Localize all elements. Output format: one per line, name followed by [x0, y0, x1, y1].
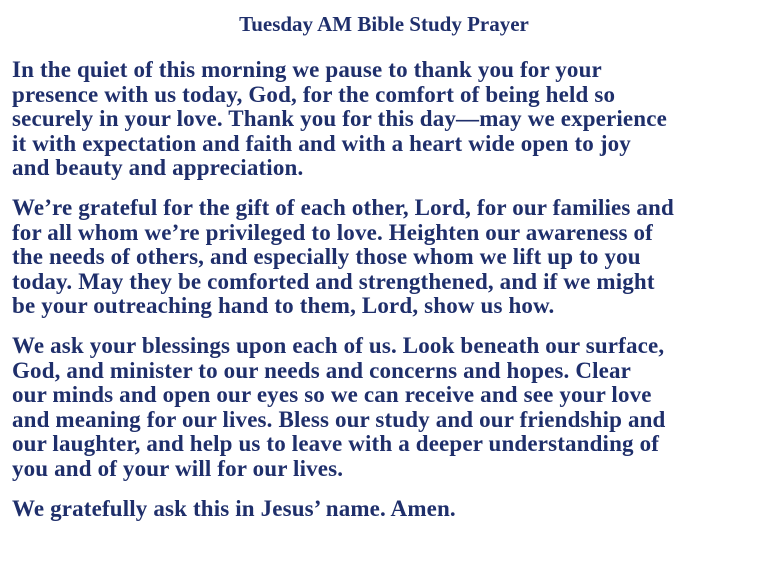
paragraph-thanksgiving: [12, 58, 762, 181]
text-line: be your outreaching hand to them, Lord, show us how.: [12, 293, 555, 319]
text-line: our minds and open our eyes so we can receive and see your love: [12, 382, 652, 408]
paragraph-gratitude: [12, 196, 762, 319]
paragraph-blessings: [12, 334, 762, 482]
text-line: We’re grateful for the gift of each other, Lord, for our families and: [12, 194, 674, 220]
text-line: our laughter, and help us to leave with a deeper understanding of: [12, 431, 660, 457]
text-line: God, and minister to our needs and concerns and hopes. Clear: [12, 357, 631, 383]
prayer-body: [12, 58, 762, 536]
text-line: it with expectation and faith and with a heart wide open to joy: [12, 130, 631, 156]
text-line: We gratefully ask this in Jesus’ name. Amen.: [12, 495, 456, 521]
text-line: the needs of others, and especially those whom we lift up to you: [12, 244, 641, 270]
text-line: you and of your will for our lives.: [12, 455, 344, 481]
text-line: We ask your blessings upon each of us. Look beneath our surface,: [12, 332, 665, 358]
text-line: In the quiet of this morning we pause to thank you for your: [12, 57, 602, 82]
text-line: today. May they be comforted and strengthened, and if we might: [12, 268, 655, 294]
text-line: securely in your love. Thank you for this day—may we experience: [12, 106, 667, 132]
text-line: for all whom we’re privileged to love. Heighten our awareness of: [12, 219, 653, 245]
text-line: and meaning for our lives. Bless our study and our friendship and: [12, 406, 666, 432]
document-title: Tuesday AM Bible Study Prayer: [239, 12, 529, 36]
text-line: presence with us today, God, for the comfort of being held so: [12, 81, 616, 107]
text-line: and beauty and appreciation.: [12, 155, 304, 181]
paragraph-closing: [12, 497, 762, 522]
